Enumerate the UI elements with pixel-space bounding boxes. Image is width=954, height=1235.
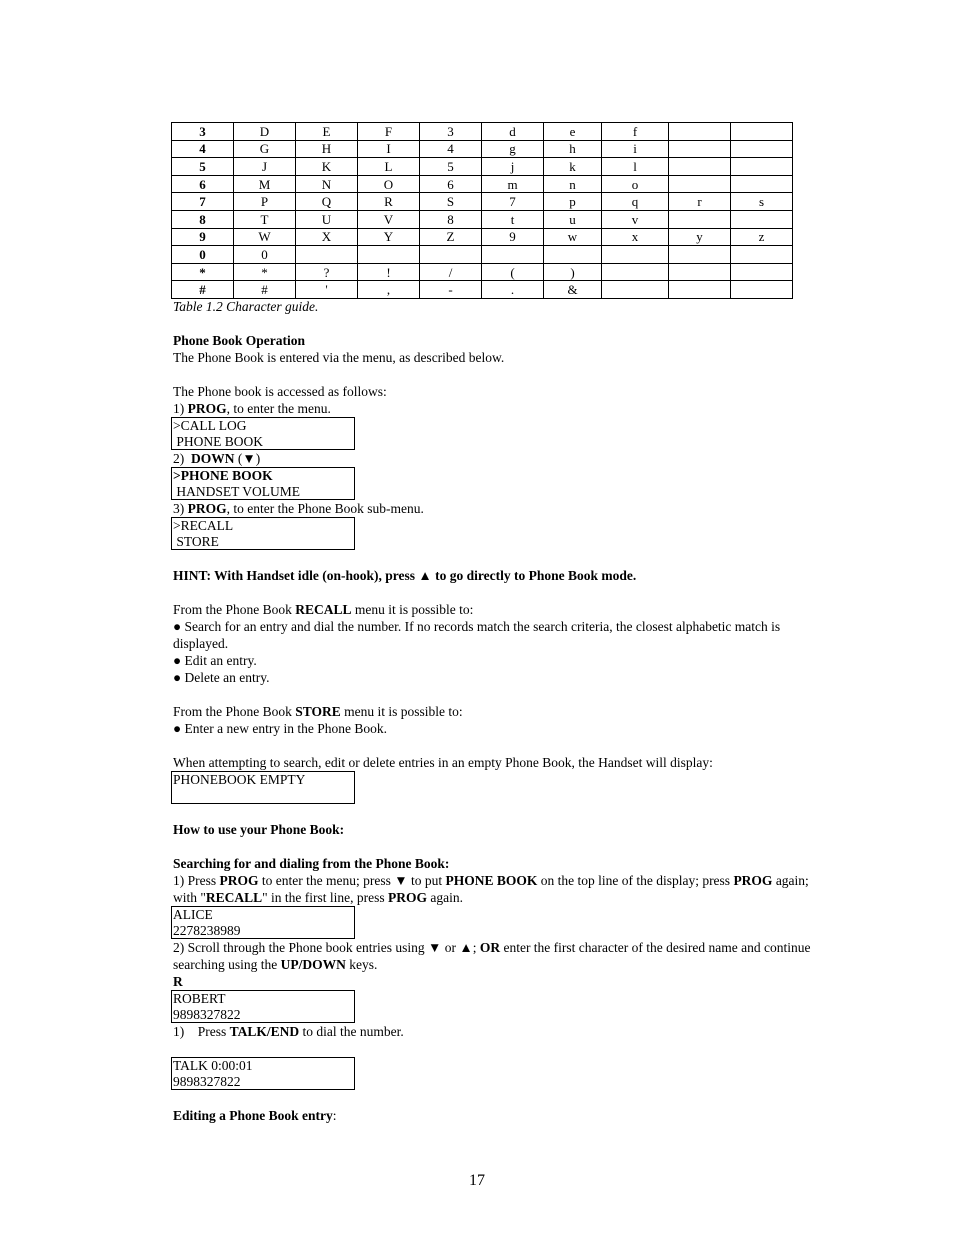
display-box-3: >RECALL STORE (171, 517, 355, 550)
char-cell: 9 (482, 228, 544, 246)
char-cell: t (482, 210, 544, 228)
bullet-item: ● Delete an entry. (173, 670, 270, 685)
howto-title: How to use your Phone Book: (173, 822, 345, 837)
char-cell (731, 246, 793, 264)
display-box-empty: PHONEBOOK EMPTY (171, 771, 355, 804)
search-step-3: 1) Press TALK/END to dial the number. (173, 1024, 404, 1039)
char-cell: e (544, 123, 602, 141)
char-cell: q (602, 193, 669, 211)
char-cell: f (602, 123, 669, 141)
table-caption: Table 1.2 Character guide. (173, 299, 319, 314)
char-cell: J (234, 158, 296, 176)
char-cell: ! (358, 263, 420, 281)
char-cell (669, 123, 731, 141)
display-box-robert: ROBERT 9898327822 (171, 990, 355, 1023)
key-cell: 7 (172, 193, 234, 211)
character-guide-table (171, 122, 793, 299)
char-cell: 8 (420, 210, 482, 228)
access-text: The Phone book is accessed as follows: (173, 384, 387, 399)
char-cell (669, 158, 731, 176)
char-cell: E (296, 123, 358, 141)
char-cell: O (358, 175, 420, 193)
char-cell (669, 281, 731, 299)
table-row (172, 210, 793, 228)
bullet-item: ● Search for an entry and dial the number. If no records match the search criteria, the closest alphabetic match is displayed. (173, 619, 781, 651)
char-cell: p (544, 193, 602, 211)
char-cell (731, 263, 793, 281)
key-cell: * (172, 263, 234, 281)
display-box-2: >PHONE BOOK HANDSET VOLUME (171, 467, 355, 500)
table-row (172, 175, 793, 193)
char-cell: L (358, 158, 420, 176)
char-cell: M (234, 175, 296, 193)
char-cell: S (420, 193, 482, 211)
empty-text: When attempting to search, edit or delete entries in an empty Phone Book, the Handset will display: (173, 755, 713, 770)
table-row (172, 193, 793, 211)
char-cell: - (420, 281, 482, 299)
char-cell: n (544, 175, 602, 193)
char-cell: . (482, 281, 544, 299)
char-cell: r (669, 193, 731, 211)
char-cell: H (296, 140, 358, 158)
char-cell (731, 140, 793, 158)
store-intro: From the Phone Book STORE menu it is possible to: (173, 704, 463, 719)
char-cell: l (602, 158, 669, 176)
char-cell (358, 246, 420, 264)
table-row (172, 246, 793, 264)
char-cell: z (731, 228, 793, 246)
step-2: 2) DOWN (▼) (173, 451, 261, 466)
char-cell: K (296, 158, 358, 176)
char-cell: ) (544, 263, 602, 281)
char-cell: , (358, 281, 420, 299)
key-cell: 4 (172, 140, 234, 158)
key-cell: 8 (172, 210, 234, 228)
search-title: Searching for and dialing from the Phone Book: (173, 856, 450, 871)
char-cell: d (482, 123, 544, 141)
char-cell (420, 246, 482, 264)
search-step-1: 1) Press PROG to enter the menu; press ▼ to put PHONE BOOK on the top line of the display; press PROG again; with "RECALL" in the first line, press PROG again. (173, 873, 809, 905)
char-cell: D (234, 123, 296, 141)
char-cell: j (482, 158, 544, 176)
bullet-item: ● Edit an entry. (173, 653, 257, 668)
key-cell: 9 (172, 228, 234, 246)
page-content (173, 298, 813, 1124)
char-cell: 3 (420, 123, 482, 141)
char-cell: ( (482, 263, 544, 281)
char-cell: 6 (420, 175, 482, 193)
char-cell: ' (296, 281, 358, 299)
edit-title: Editing a Phone Book entry: (173, 1108, 337, 1123)
char-cell: x (602, 228, 669, 246)
char-cell (731, 123, 793, 141)
char-cell (731, 175, 793, 193)
char-cell: i (602, 140, 669, 158)
char-cell: g (482, 140, 544, 158)
key-cell: # (172, 281, 234, 299)
char-cell: V (358, 210, 420, 228)
char-cell: k (544, 158, 602, 176)
recall-intro: From the Phone Book RECALL menu it is possible to: (173, 602, 474, 617)
bullet-item: ● Enter a new entry in the Phone Book. (173, 721, 387, 736)
char-cell (602, 281, 669, 299)
char-cell: / (420, 263, 482, 281)
char-cell (669, 140, 731, 158)
char-cell (731, 281, 793, 299)
step-3: 3) PROG, to enter the Phone Book sub-menu. (173, 501, 424, 516)
table-row (172, 158, 793, 176)
char-cell (482, 246, 544, 264)
key-cell: 3 (172, 123, 234, 141)
char-cell: * (234, 263, 296, 281)
key-cell: 0 (172, 246, 234, 264)
search-step-2: 2) Scroll through the Phone book entries using ▼ or ▲; OR enter the first character of the desired name and continue searching using the UP/DOWN keys. (173, 940, 811, 972)
page-number: 17 (469, 1172, 485, 1189)
char-cell: 5 (420, 158, 482, 176)
step-1: 1) PROG, to enter the menu. (173, 401, 331, 416)
char-cell: ? (296, 263, 358, 281)
section-title-phone-book: Phone Book Operation (173, 333, 306, 348)
char-cell: o (602, 175, 669, 193)
char-cell (731, 210, 793, 228)
char-cell: # (234, 281, 296, 299)
table-row (172, 140, 793, 158)
char-cell: U (296, 210, 358, 228)
char-cell (731, 158, 793, 176)
char-cell (544, 246, 602, 264)
char-cell (296, 246, 358, 264)
key-cell: 5 (172, 158, 234, 176)
char-cell: W (234, 228, 296, 246)
char-cell (669, 246, 731, 264)
table-row (172, 123, 793, 141)
char-cell: Z (420, 228, 482, 246)
char-cell: & (544, 281, 602, 299)
char-cell: Q (296, 193, 358, 211)
char-cell: m (482, 175, 544, 193)
display-box-talk: TALK 0:00:01 9898327822 (171, 1057, 355, 1090)
hint-text: HINT: With Handset idle (on-hook), press ▲ to go directly to Phone Book mode. (173, 568, 637, 583)
char-cell: y (669, 228, 731, 246)
table-row (172, 228, 793, 246)
char-cell: 4 (420, 140, 482, 158)
char-cell: Y (358, 228, 420, 246)
char-cell (669, 210, 731, 228)
char-cell: u (544, 210, 602, 228)
char-cell: 7 (482, 193, 544, 211)
char-cell: s (731, 193, 793, 211)
table-row (172, 263, 793, 281)
key-cell: 6 (172, 175, 234, 193)
char-cell: 0 (234, 246, 296, 264)
char-cell: v (602, 210, 669, 228)
char-cell (602, 263, 669, 281)
char-cell: X (296, 228, 358, 246)
display-box-1: >CALL LOG PHONE BOOK (171, 417, 355, 450)
char-cell (602, 246, 669, 264)
char-cell (669, 263, 731, 281)
table-row (172, 281, 793, 299)
char-cell: N (296, 175, 358, 193)
char-cell: T (234, 210, 296, 228)
char-cell: h (544, 140, 602, 158)
char-cell: P (234, 193, 296, 211)
char-cell: F (358, 123, 420, 141)
char-cell (669, 175, 731, 193)
intro-text: The Phone Book is entered via the menu, as described below. (173, 350, 505, 365)
char-cell: G (234, 140, 296, 158)
display-box-alice: ALICE 2278238989 (171, 906, 355, 939)
char-cell: I (358, 140, 420, 158)
search-letter: R (173, 974, 183, 989)
char-cell: R (358, 193, 420, 211)
char-cell: w (544, 228, 602, 246)
